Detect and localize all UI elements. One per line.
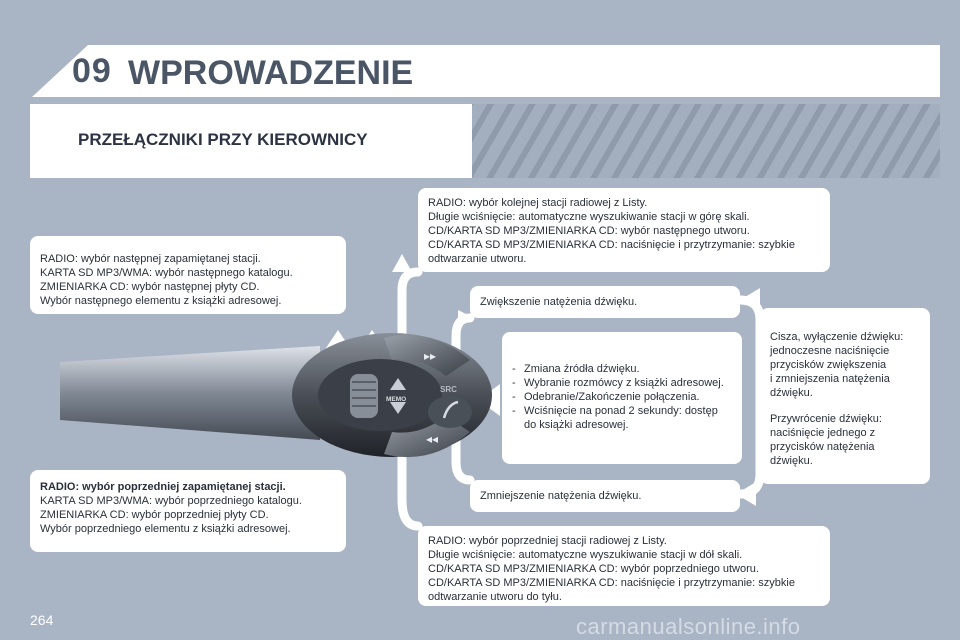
- list-item: - Wybranie rozmówcy z książki adresowej.: [512, 376, 732, 390]
- src-label: SRC: [440, 385, 457, 394]
- phone-button-shape: [428, 396, 472, 428]
- callout-line: odtwarzanie utworu do tyłu.: [428, 591, 562, 603]
- memo-wheel-area: [318, 359, 442, 431]
- list-item: - Zmiana źródła dźwięku.: [512, 362, 732, 376]
- callout-line: naciśnięcie jednego z: [770, 427, 876, 439]
- list-item: - Odebranie/Zakończenie połączenia.: [512, 390, 732, 404]
- callout-line: RADIO: wybór poprzedniej stacji radiowej z Listy.: [428, 535, 667, 547]
- thumb-wheel: [350, 374, 378, 418]
- callout-line: RADIO: wybór poprzedniej zapamiętanej stacji.: [40, 481, 286, 493]
- stalk-arm: [60, 346, 320, 440]
- callout-line: przycisków zwiększenia: [770, 359, 887, 371]
- chapter-number: 09: [72, 52, 112, 90]
- callout-line: Przywrócenie dźwięku:: [770, 413, 882, 425]
- callout-line: ZMIENIARKA CD: wybór następnej płyty CD.: [40, 281, 260, 293]
- callout-line: CD/KARTA SD MP3/ZMIENIARKA CD: wybór poprzedniego utworu.: [428, 563, 759, 575]
- callout-line: ZMIENIARKA CD: wybór poprzedniej płyty CD.: [40, 509, 269, 521]
- callout-line: KARTA SD MP3/WMA: wybór następnego katalogu.: [40, 267, 293, 279]
- chapter-title: WPROWADZENIE: [128, 54, 414, 92]
- callout-line: dźwięku.: [770, 455, 813, 467]
- callout-line: KARTA SD MP3/WMA: wybór poprzedniego katalogu.: [40, 495, 302, 507]
- callout-line: Długie wciśnięcie: automatyczne wyszukiwanie stacji w dół skali.: [428, 549, 743, 561]
- memo-label: MEMO: [386, 396, 407, 403]
- list-item: - Wciśnięcie na ponad 2 sekundy: dostęp: [512, 404, 732, 418]
- callout-line: CD/KARTA SD MP3/ZMIENIARKA CD: naciśnięcie i przytrzymanie: szybkie: [428, 239, 795, 251]
- callout-line: CD/KARTA SD MP3/ZMIENIARKA CD: naciśnięcie i przytrzymanie: szybkie: [428, 577, 795, 589]
- callout-line: CD/KARTA SD MP3/ZMIENIARKA CD: wybór następnego utworu.: [428, 225, 750, 237]
- callout-line: Wybór poprzedniego elementu z książki adresowej.: [40, 523, 291, 535]
- callout-line: Wybór następnego elementu z książki adresowej.: [40, 295, 282, 307]
- callout-line: odtwarzanie utworu.: [428, 253, 527, 265]
- prev-track-symbol: ◂◂: [426, 432, 439, 446]
- callout-line: Zmniejszenie natężenia dźwięku.: [480, 490, 642, 502]
- callout-line: jednoczesne naciśnięcie: [770, 345, 890, 357]
- callout-line: dźwięku.: [770, 387, 813, 399]
- callout-line: RADIO: wybór następnej zapamiętanej stacji.: [40, 253, 261, 265]
- callout-line: Cisza, wyłączenie dźwięku:: [770, 331, 904, 343]
- watermark: carmanualsonline.info: [576, 614, 801, 639]
- callout-line: przycisków natężenia: [770, 441, 875, 453]
- page-number: 264: [30, 612, 54, 628]
- callout-line: do książki adresowej.: [524, 419, 629, 431]
- next-track-symbol: ▸▸: [424, 349, 437, 363]
- callout-line: Długie wciśnięcie: automatyczne wyszukiwanie stacji w górę skali.: [428, 211, 750, 223]
- callout-line: Zwiększenie natężenia dźwięku.: [480, 296, 638, 308]
- callout-line: RADIO: wybór kolejnej stacji radiowej z Listy.: [428, 197, 648, 209]
- section-title: PRZEŁĄCZNIKI PRZY KIEROWNICY: [78, 130, 368, 149]
- callout-line: i zmniejszenia natężenia: [770, 373, 890, 385]
